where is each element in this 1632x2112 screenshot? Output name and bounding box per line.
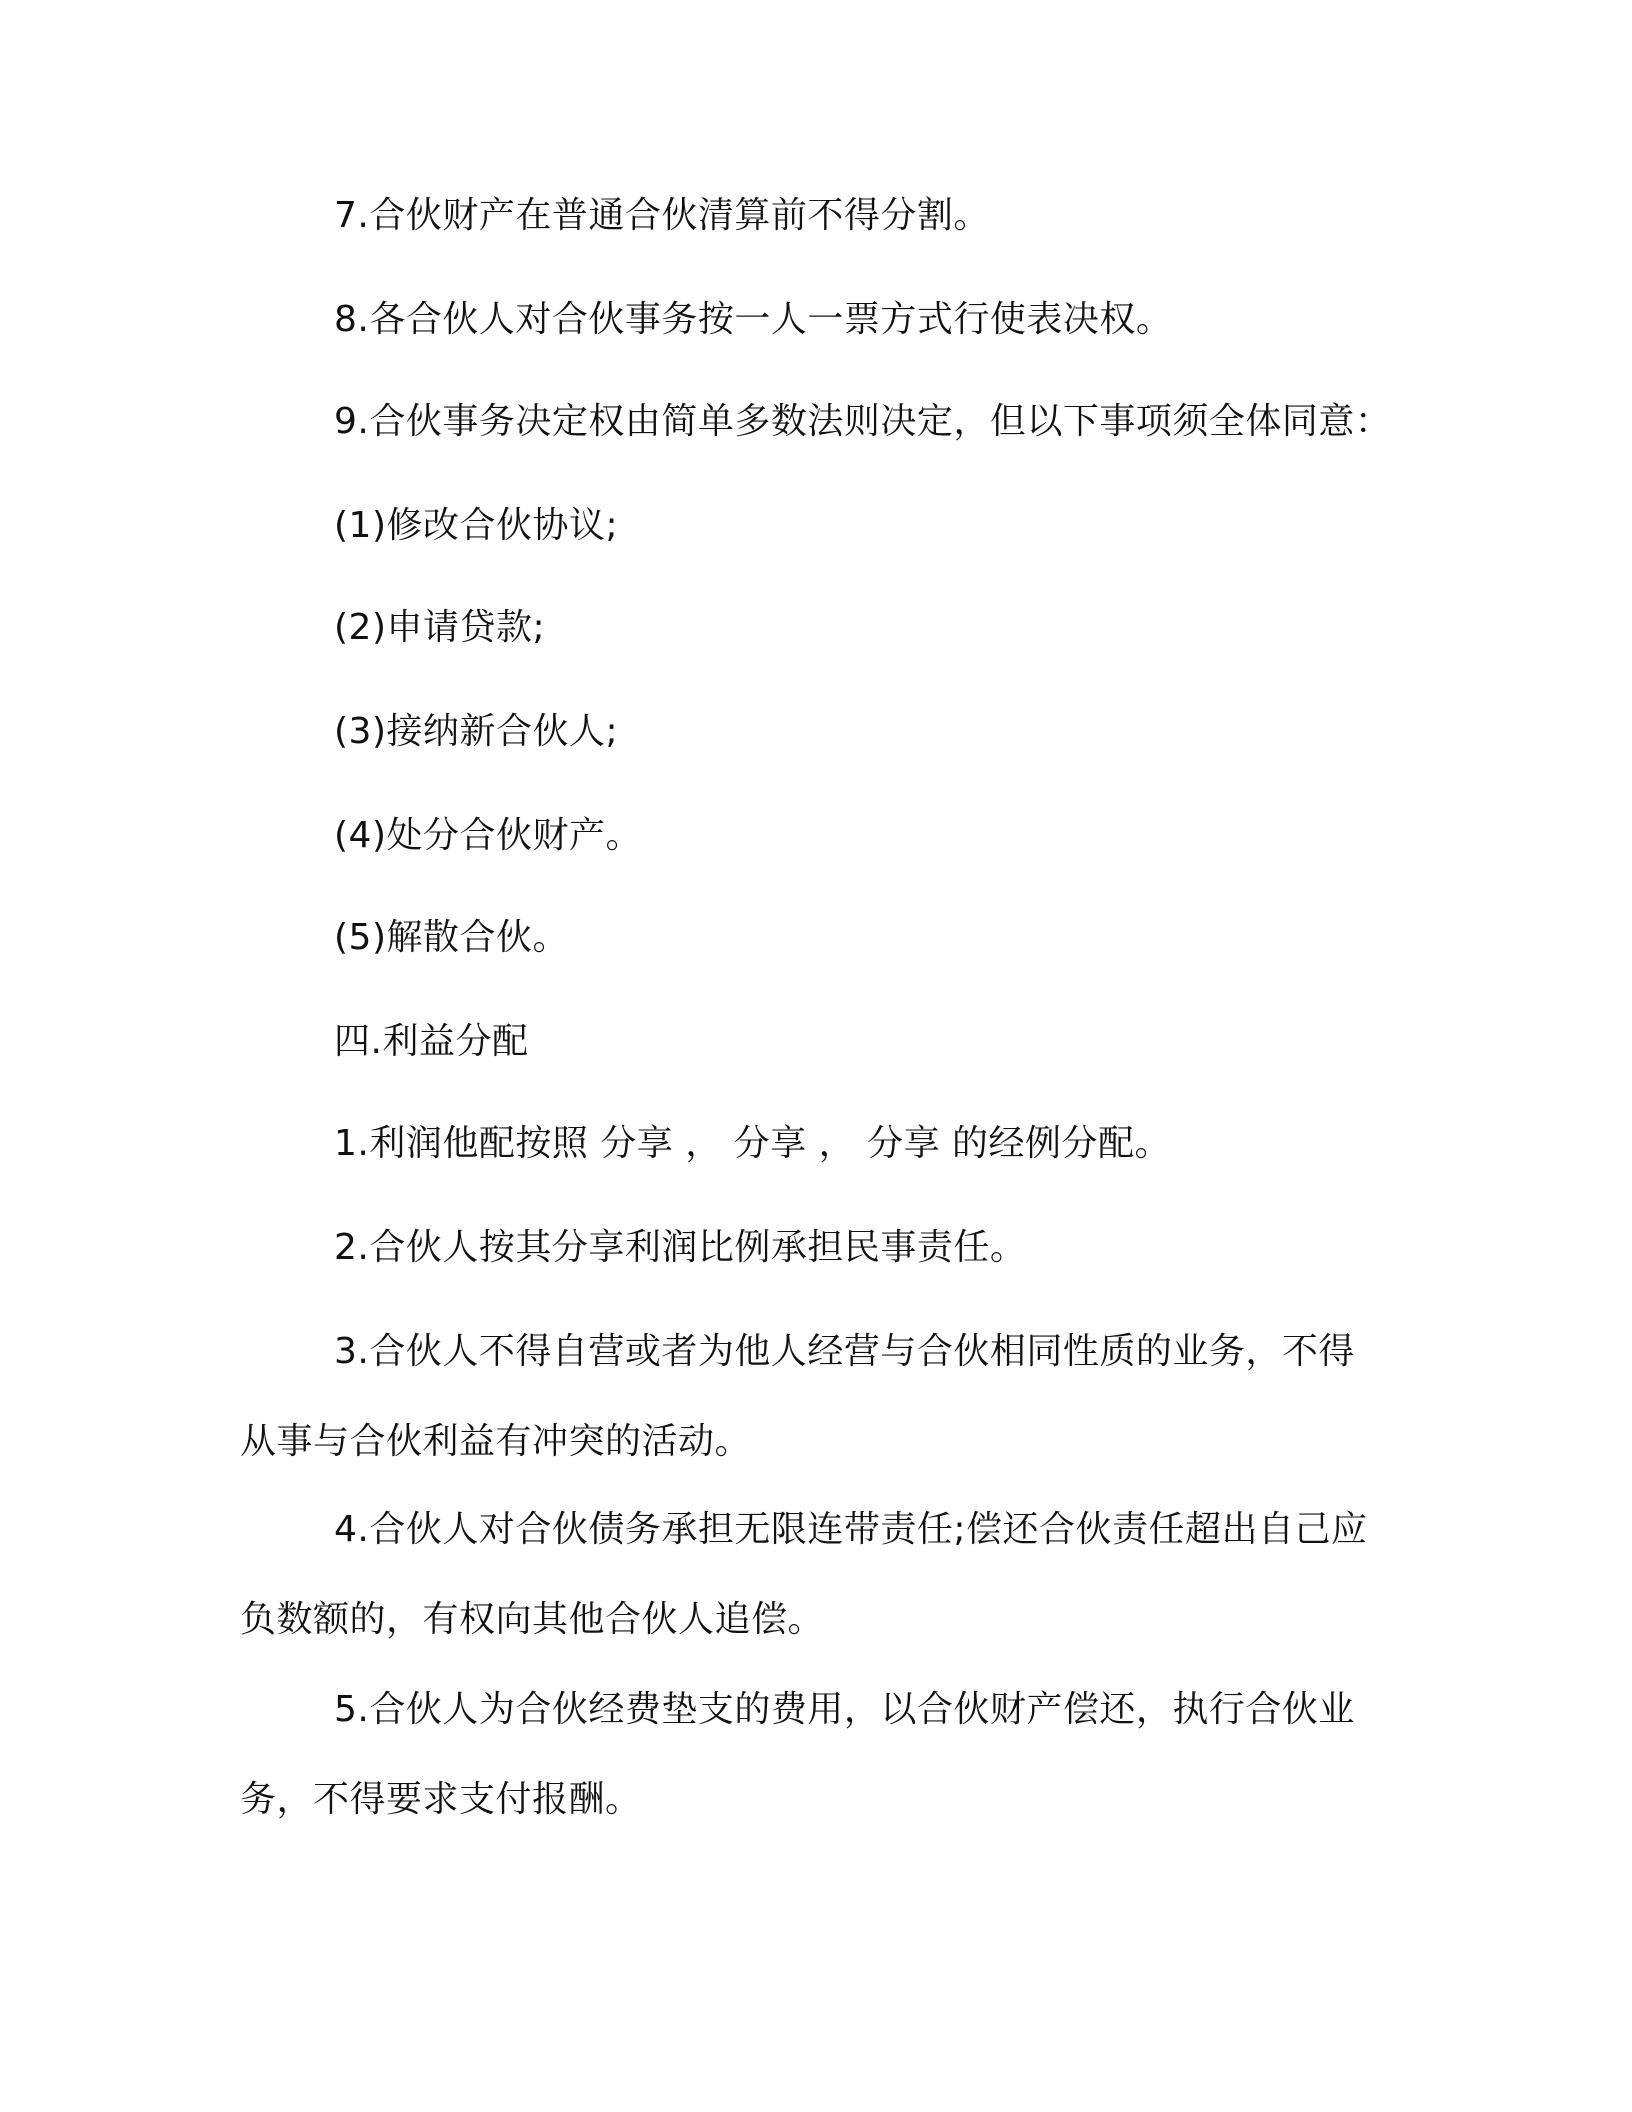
item-2: (2)申请贷款; (334, 607, 546, 648)
profit-clause-4 (240, 1509, 1380, 1640)
profit-clause-5 (240, 1689, 1380, 1820)
profit-clause-4-line-1: 4.合伙人对合伙债务承担无限连带责任;偿还合伙责任超出自己应 (334, 1509, 1368, 1550)
item-1: (1)修改合伙协议; (334, 505, 619, 546)
profit-clause-3-line-2: 从事与合伙利益有冲突的活动。 (240, 1421, 752, 1462)
clause-9: 9.合伙事务决定权由简单多数法则决定，但以下事项须全体同意： (334, 401, 1392, 442)
item-5: (5)解散合伙。 (334, 917, 569, 958)
profit-clause-1: 1.利润他配按照 分享 ， 分享 ， 分享 的经例分配。 (334, 1123, 1172, 1164)
section-heading: 四.利益分配 (334, 1021, 529, 1062)
item-4: (4)处分合伙财产。 (334, 815, 642, 856)
profit-clause-5-line-1: 5.合伙人为合伙经费垫支的费用，以合伙财产偿还，执行合伙业 (334, 1689, 1355, 1730)
clause-7: 7.合伙财产在普通合伙清算前不得分割。 (334, 195, 990, 236)
profit-clause-3 (240, 1331, 1380, 1462)
profit-clause-5-line-2: 务，不得要求支付报酬。 (240, 1779, 642, 1820)
item-3: (3)接纳新合伙人; (334, 711, 619, 752)
clause-8: 8.各合伙人对合伙事务按一人一票方式行使表决权。 (334, 299, 1173, 340)
profit-clause-3-line-1: 3.合伙人不得自营或者为他人经营与合伙相同性质的业务，不得 (334, 1331, 1355, 1372)
profit-clause-2: 2.合伙人按其分享利润比例承担民事责任。 (334, 1227, 1027, 1268)
profit-clause-4-line-2: 负数额的，有权向其他合伙人追偿。 (240, 1599, 825, 1640)
